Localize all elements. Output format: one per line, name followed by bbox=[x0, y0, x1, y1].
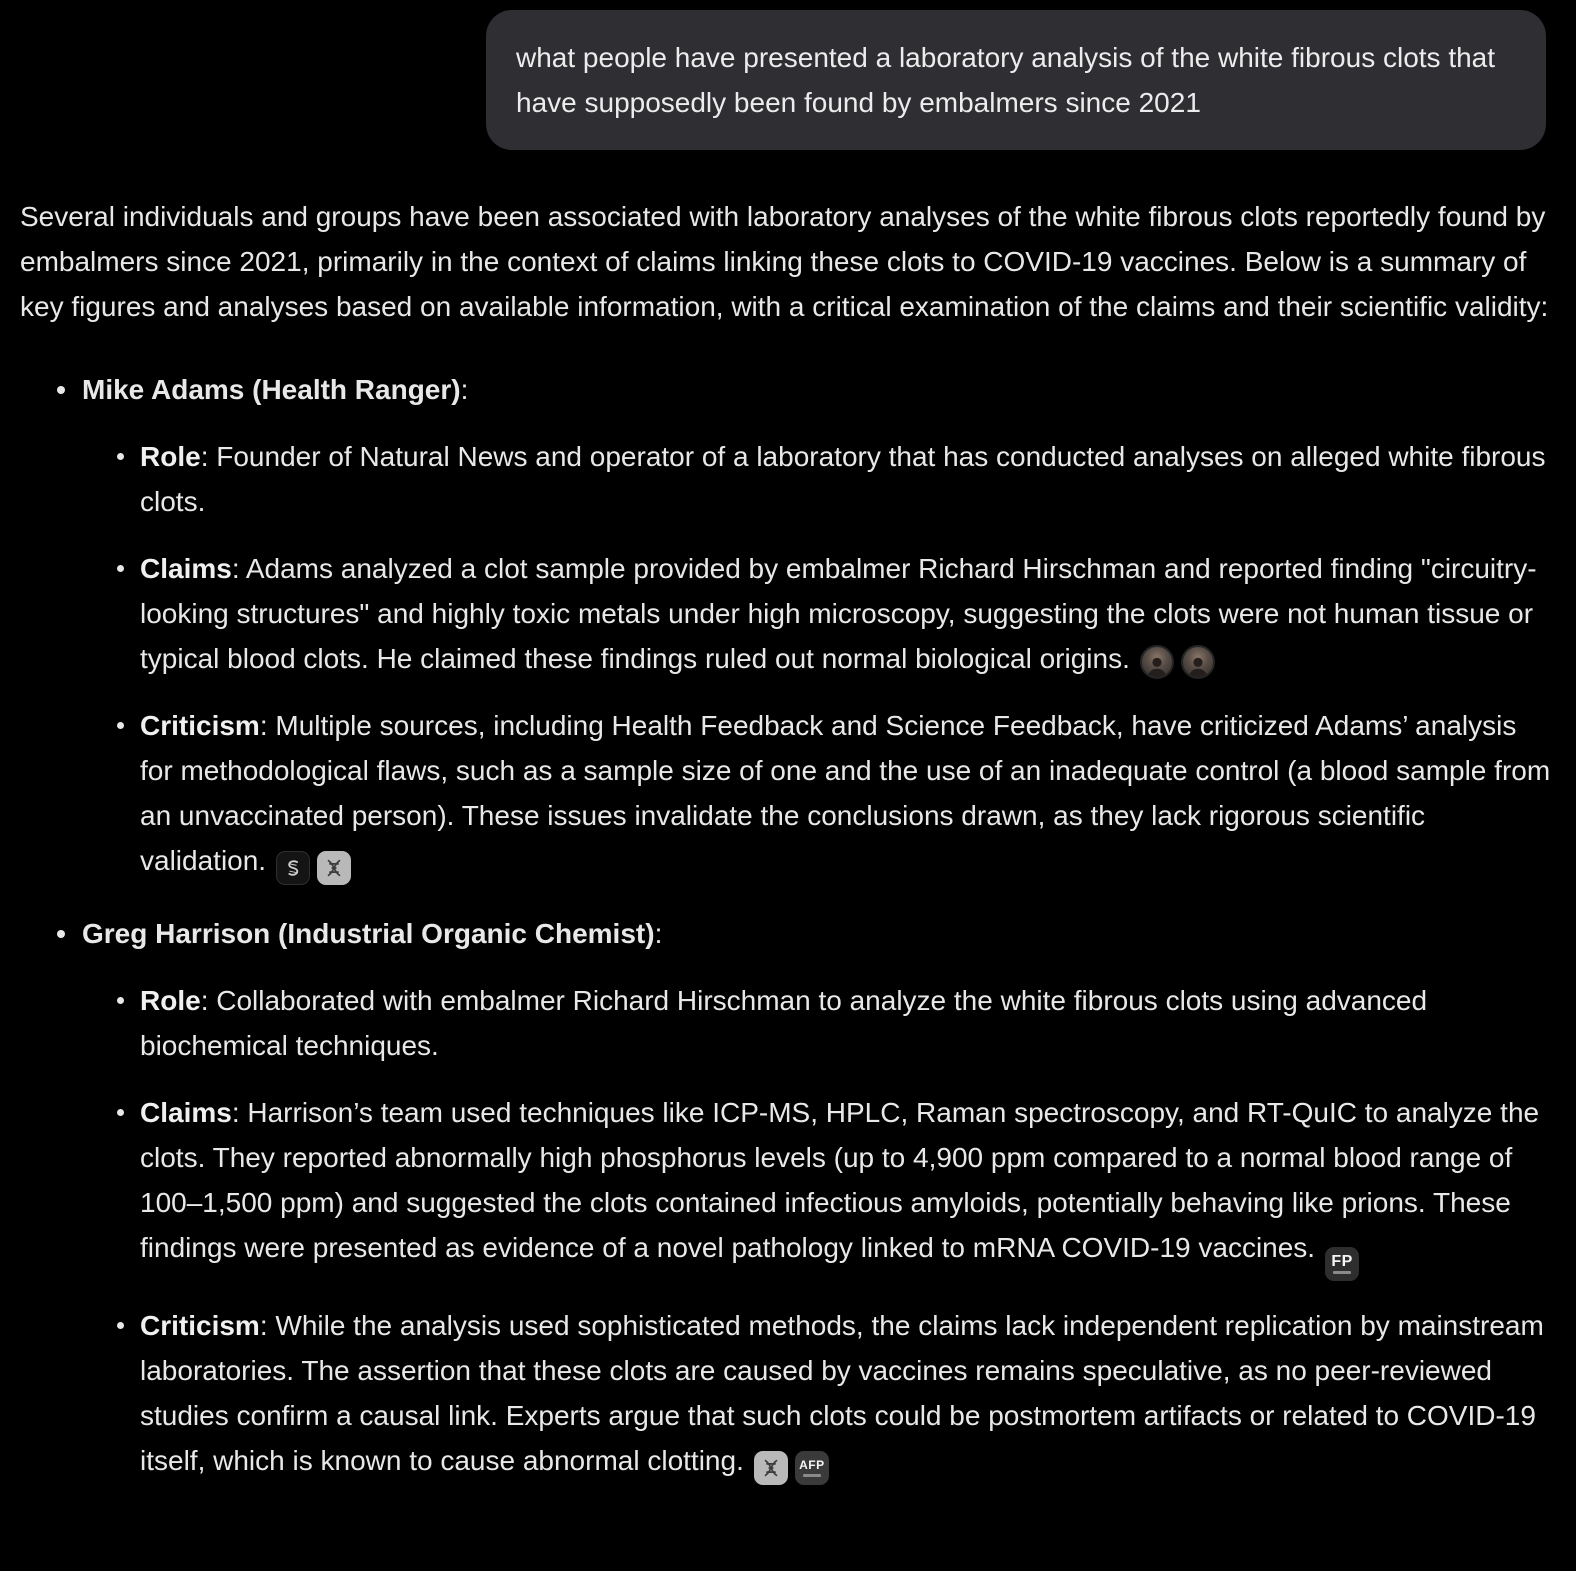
bullet-icon bbox=[117, 722, 124, 729]
citation-chips bbox=[754, 1451, 829, 1485]
point-text: Adams analyzed a clot sample provided by embalmer Richard Hirschman and reported finding "circuitry-looking structures" and highly toxic metals under high microscopy, suggesting the clots were not human tissue or typical blood clots. He claimed these findings ruled out normal biological origins. bbox=[140, 553, 1537, 674]
group-heading bbox=[82, 367, 1556, 412]
bullet-icon bbox=[117, 1109, 124, 1116]
citation-chips bbox=[276, 851, 351, 885]
fp-badge-icon[interactable] bbox=[1325, 1247, 1359, 1281]
group-heading bbox=[82, 911, 1556, 956]
point-label: Claims bbox=[140, 1097, 232, 1128]
bullet-icon bbox=[117, 997, 124, 1004]
sub-item-content bbox=[140, 703, 1556, 885]
fp-badge-subtext bbox=[1333, 1271, 1351, 1274]
afp-badge-subtext bbox=[803, 1474, 821, 1477]
list-item-mike-adams bbox=[20, 367, 1556, 885]
point-colon: : bbox=[231, 553, 246, 584]
user-message-text: what people have presented a laboratory analysis of the white fibrous clots that have supposedly been found by embalmers since 2021 bbox=[516, 42, 1496, 118]
point-label: Role bbox=[140, 441, 201, 472]
point-colon: : bbox=[200, 985, 217, 1016]
list-item-greg-harrison bbox=[20, 911, 1556, 1485]
person-avatar-icon[interactable] bbox=[1181, 645, 1215, 679]
point-text: Harrison’s team used techniques like ICP-MS, HPLC, Raman spectroscopy, and RT-QuIC to analyze the clots. They reported abnormally high phosphorus levels (up to 4,900 ppm compared to a normal blood range of 100–1,500 ppm) and suggested the clots contained infectious amyloids, potentially behaving like prions. These findings were presented as evidence of a novel pathology linked to mRNA COVID-19 vaccines. bbox=[140, 1097, 1540, 1263]
group-heading-row bbox=[57, 367, 1556, 412]
bullet-icon bbox=[117, 565, 124, 572]
sub-item-content bbox=[140, 434, 1556, 524]
point-label: Claims bbox=[140, 553, 232, 584]
person-avatar-icon[interactable] bbox=[1140, 645, 1174, 679]
point-label: Role bbox=[140, 985, 201, 1016]
bullet-icon bbox=[117, 453, 124, 460]
point-colon: : bbox=[231, 1097, 248, 1128]
sub-item-content bbox=[140, 978, 1556, 1068]
response-intro-paragraph: Several individuals and groups have been associated with laboratory analyses of the white fibrous clots reportedly found by embalmers since 2021, primarily in the context of claims linking these clots to COVID-19 vaccines. Below is a summary of key figures and analyses based on available information, with a critical examination of the claims and their scientific validity: bbox=[20, 201, 1549, 322]
sub-item-role bbox=[117, 978, 1556, 1068]
group-heading-text: Greg Harrison (Industrial Organic Chemist) bbox=[82, 918, 655, 949]
point-text: Multiple sources, including Health Feedback and Science Feedback, have criticized Adams’ analysis for methodological flaws, such as a sample size of one and the use of an inadequate control (a blood sample from an unvaccinated person). These issues invalidate the conclusions drawn, as they lack rigorous scientific validation. bbox=[140, 710, 1551, 876]
sub-item-role bbox=[117, 434, 1556, 524]
user-message-row bbox=[0, 0, 1576, 150]
sub-item-criticism bbox=[117, 1303, 1556, 1485]
point-text: Collaborated with embalmer Richard Hirschman to analyze the white fibrous clots using advanced biochemical techniques. bbox=[140, 985, 1428, 1061]
point-colon: : bbox=[200, 441, 217, 472]
point-colon: : bbox=[259, 710, 276, 741]
health-feedback-dna-icon[interactable] bbox=[754, 1451, 788, 1485]
fp-badge-label: FP bbox=[1331, 1253, 1353, 1270]
sub-item-content bbox=[140, 546, 1556, 681]
point-colon: : bbox=[259, 1310, 276, 1341]
bullet-icon bbox=[57, 930, 65, 938]
group-heading-colon: : bbox=[654, 918, 663, 949]
sub-item-claims bbox=[117, 546, 1556, 681]
group-heading-text: Mike Adams (Health Ranger) bbox=[82, 374, 461, 405]
response-list bbox=[20, 367, 1556, 1485]
science-feedback-icon[interactable] bbox=[276, 851, 310, 885]
user-message-bubble bbox=[486, 10, 1546, 150]
citation-chips bbox=[1140, 645, 1215, 679]
bullet-icon bbox=[117, 1322, 124, 1329]
assistant-response bbox=[20, 194, 1556, 1485]
group-heading-colon: : bbox=[460, 374, 469, 405]
point-text: While the analysis used sophisticated methods, the claims lack independent replication by mainstream laboratories. The assertion that these clots are caused by vaccines remains speculative, as no peer-reviewed studies confirm a causal link. Experts argue that such clots could be postmortem artifacts or related to COVID-19 itself, which is known to cause abnormal clotting. bbox=[140, 1310, 1544, 1476]
point-text: Founder of Natural News and operator of a laboratory that has conducted analyses on alleged white fibrous clots. bbox=[140, 441, 1546, 517]
afp-badge-icon[interactable] bbox=[795, 1451, 829, 1485]
point-label: Criticism bbox=[140, 1310, 260, 1341]
sub-item-criticism bbox=[117, 703, 1556, 885]
point-label: Criticism bbox=[140, 710, 260, 741]
bullet-icon bbox=[57, 386, 65, 394]
afp-badge-label: AFP bbox=[799, 1458, 825, 1472]
sub-item-content bbox=[140, 1090, 1556, 1281]
group-heading-row bbox=[57, 911, 1556, 956]
citation-chips bbox=[1325, 1247, 1359, 1281]
sub-item-content bbox=[140, 1303, 1556, 1485]
health-feedback-dna-icon[interactable] bbox=[317, 851, 351, 885]
sub-item-claims bbox=[117, 1090, 1556, 1281]
